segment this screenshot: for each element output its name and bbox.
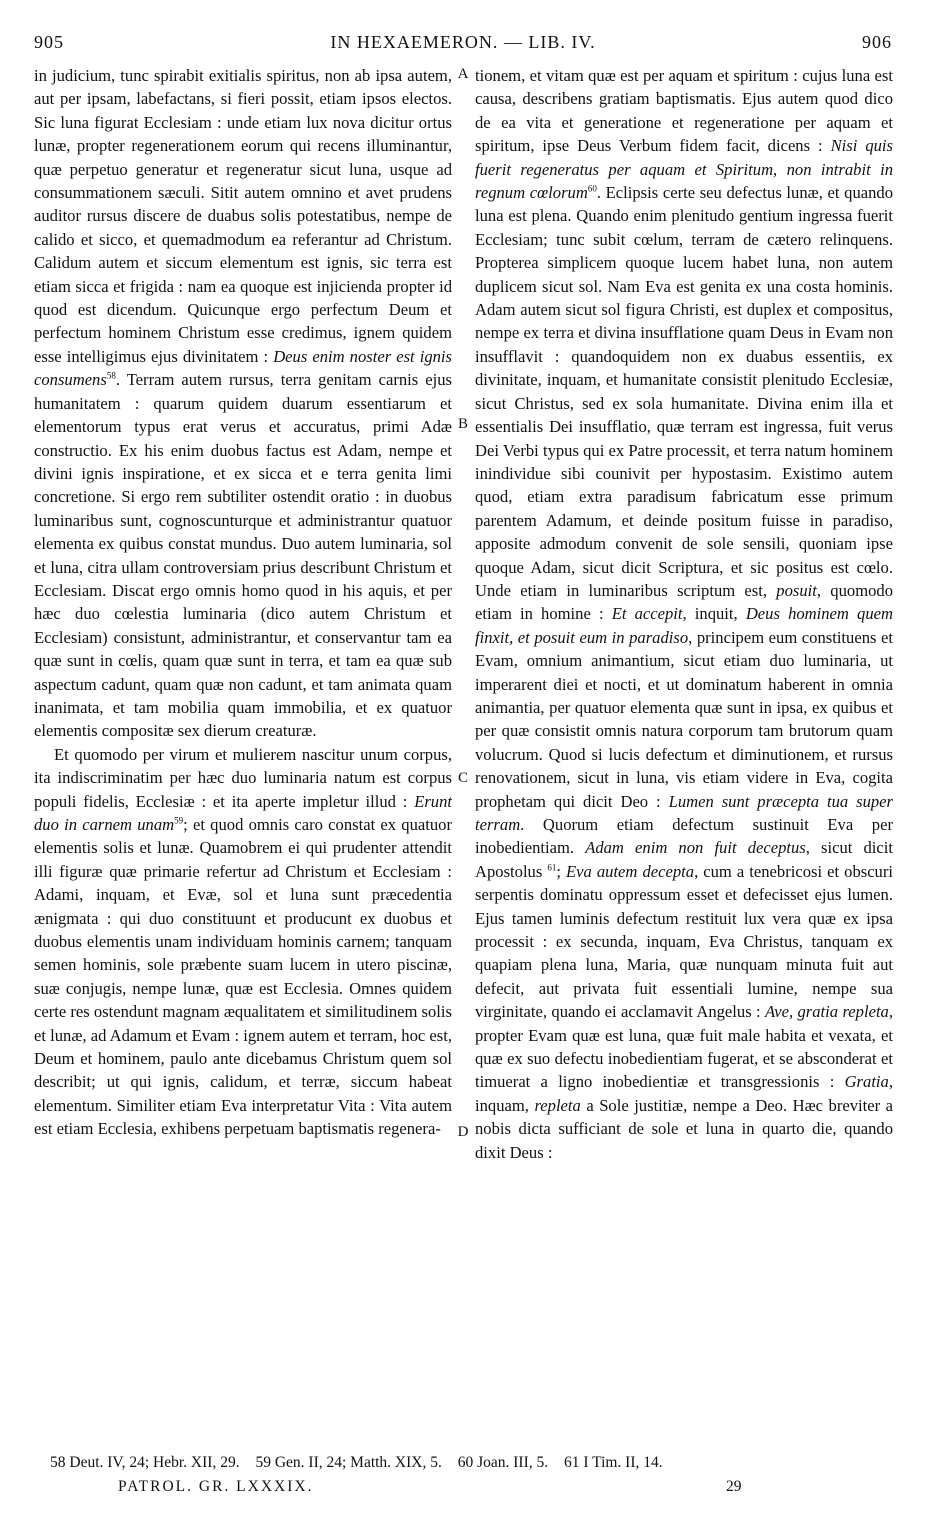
text-run: . Eclipsis certe seu defectus lunæ, et quando luna est plena. Quando enim plenitudo gentium ingressa fuerit Ecclesiam; tunc subit cœlum, terram de cætero relinquens. Propterea simplicem quoque lucem habet luna, non autem duplicem sicut sol. Nam Eva est genita ex una costa hominis. Adam autem sicut sol figura Christi, est duplex et compositus, nempe ex terra et divina insufflatione quam Deus in Evam non insufflavit : quandoquidem non ex duabus essentiis, ex divinitate, inquam, et humanitate consistit plenitudo Ecclesiæ, sicut Christus, sed ex sola humanitate. Divina enim illa et essentialis Dei insufflatio, quæ terram est ingressa, fuit verus Dei Verbi typus qui ex Patre processit, et terra natum hominem inindividue sibi counivit per hypostasim. Existimo autem quod, etiam extra paradisum fabricatum esse primum parentem Adamum, et deinde positum fuisse in paradiso, apposite admodum convenit de sole sensili, quoniam ipse quoque Adam, sicut dicit Scriptura, et sic positus est cœlo. Unde etiam in luminaribus scriptum est,	[475, 183, 893, 600]
footnote-ref: 58	[106, 370, 116, 381]
scripture-quote: Deus hominem quem finxit, et posuit eum in paradiso	[475, 604, 893, 647]
footnote-ref: 61	[547, 862, 557, 873]
series-title: PATROL. GR. LXXXIX.	[118, 1478, 314, 1495]
text-run: a Sole justitiæ, nempe a Deo. Hæc breviter a nobis dicta sufficiant de sole et luna in quarto die, quando dixit Deus :	[475, 1095, 893, 1162]
margin-letter-a: A	[457, 66, 469, 82]
text-run: , propter Evam quæ est luna, quæ fuit male habita et vexata, et quæ ex suo defectu inobedientiam fugerat, et se absconderat et timuerat a ligno inobedientiæ et transgressionis :	[475, 1002, 894, 1092]
scripture-quote: Lumen sunt præcepta tua super terram	[475, 791, 894, 834]
scripture-quote: Adam enim non fuit deceptus	[585, 838, 806, 858]
signature-mark: 29	[726, 1478, 742, 1495]
scripture-quote: Et accepit	[611, 604, 683, 624]
text-run: , cum a tenebricosi et obscuri serpentis dominatu oppressum esset et defecisset ejus lumen. Ejus tamen luminis defectum restituit lux vera quæ ex ipsa processit : ex secunda, inquam, Eva Christus, tanquam ex quapiam plena luna, Maria, quæ nunquam minuta fuit aut defecit, aut privata fuit essentiali lumine, nempe sua virginitate, quando ei acclamavit Angelus :	[475, 861, 893, 1022]
text-run: ; et quod omnis caro constat ex quatuor elementis solis et lunæ. Quamobrem ei qui prudenter attendit illi figuræ quæ primarie refertur ad Christum et Ecclesiam : Adami, inquam, et Evæ, sol et luna sunt præcedentia ænigmata : qui duo constituunt et producunt ex duobus et duobus elementis unam individuam hominis carnem; tanquam semen hominis, sole præbente suam lucem in utero piscinæ, suæ conjugis, nempe lunæ, quæ est Ecclesia. Omnes quidem certe res ostendunt magnam æqualitatem et similitudinem solis et lunæ, ad Adamum et Evam : ignem autem et terram, hoc est, Deum et hominem, paulo ante dicebamus Christum quem sol describit; ut qui ignis, calidum, et terræ, siccum habeat elementum. Similiter etiam Eva interpretatur Vita : Vita autem est etiam Ecclesia, exhibens perpetuam baptismatis regenera-	[34, 815, 452, 1139]
margin-letter-c: C	[457, 770, 468, 786]
paragraph	[475, 64, 893, 1164]
right-page-number: 906	[862, 32, 892, 52]
footnotes	[50, 1452, 892, 1474]
footnote: 61 I Tim. II, 14.	[564, 1454, 663, 1471]
scripture-quote: posuit	[776, 580, 817, 600]
scripture-quote: repleta	[534, 1095, 581, 1115]
text-run: , principem eum constituens et Evam, omnium animantium, sicut etiam duo luminaria, ut imperarent diei et nocti, et ut dominatum haberent in omnia animantia, per quatuor elementa quæ sunt in ipsa, ex quibus et per quæ consistit omnis natura corporum tam brutorum quam volucrum. Quod si lucis defectum et diminutionem, et rursus renovationem, sicut in luna, vis etiam videre in Eva, cogita prophetam qui dicit Deo :	[475, 627, 893, 811]
footnote: 58 Deut. IV, 24; Hebr. XII, 29.	[50, 1454, 240, 1471]
margin-letter-d: D	[457, 1124, 469, 1140]
footnote: 60 Joan. III, 5.	[457, 1454, 549, 1471]
text-run: in judicium, tunc spirabit exitialis spiritus, non ab ipsa autem, aut per ipsam, labefactans, si fieri possit, etiam ipsos electos. Sic luna figurat Ecclesiam : unde etiam lux nova dicitur ortus lunæ, propter regenerationem eorum qui recens illuminantur, quæ perpetuo generatur et regeneratur sicut luna, usque ad consummationem sæculi. Sitit autem omnino et avet prudens auditor rursus discere de duabus solis potestatibus, nempe de calido et sicco, et quemadmodum ea referantur ad Christum. Calidum autem et siccum elementum est ignis, sic terra est etiam sicca et frigida : nam ea quoque est injicienda propter id quod est dicendum. Quicunque ergo perfectum Deum et perfectum hominem Christum esse credimus, ignem quidem esse intelligimus ejus divinitatem :	[34, 66, 452, 366]
running-title: IN HEXAEMERON. — LIB. IV.	[330, 32, 596, 52]
text-run: ;	[556, 861, 567, 881]
left-page-number: 905	[34, 32, 64, 52]
text-run: , quomodo etiam in homine :	[475, 580, 893, 624]
scripture-quote: Ave, gratia repleta	[765, 1002, 889, 1022]
text-run: tionem, et vitam quæ est per aquam et spiritum : cujus luna est causa, describens gratiam baptismatis. Ejus autem quod dico de ea vita et generatione et regeneratione per aquam et spiritum, ipse Deus Verbum fidem facit, dicens :	[475, 66, 893, 156]
paragraph	[34, 743, 452, 1141]
text-run: . Terram autem rursus, terra genitam carnis ejus humanitatem : quarum quidem duarum essentiarum et elementorum typus erat verus et accuratus, primi Adæ constructio. Ex his enim duobus factus est Adam, nempe et divini ignis inspiratione, et ex sicca et e terra genita limi concretione. Si ergo rem subtiliter ostendit oratio : in duobus luminaribus sunt, cognoscunturque et administrantur quatuor elementa ex quibus constat mundus. Duo autem luminaria, sol et luna, citra ullam controversiam prius describunt Christum et Ecclesiam. Discat ergo omnis homo quod in his aquis, et per hæc duo cœlestia luminaria (dico autem Christum et Ecclesiam) consistunt, administrantur, et conservantur tam ea quæ sunt in cœlis, quam quæ sunt in terra, et tam ea quæ sub aspectum cadunt, quam quæ non cadunt, et tam animata quam inanimata, et tam mobilia quam immobilia, et ex quatuor elementis compositæ sex dierum creaturæ.	[34, 370, 452, 741]
text-run: , inquam,	[475, 1072, 893, 1115]
running-head	[34, 32, 892, 58]
scripture-quote: Erunt duo in carnem unam	[34, 791, 452, 834]
left-column	[34, 64, 452, 1141]
scripture-quote: Gratia	[844, 1072, 889, 1092]
footnote-ref: 59	[174, 815, 184, 826]
paragraph	[34, 64, 452, 743]
right-column	[475, 64, 893, 1164]
footnote-ref: 60	[587, 183, 597, 194]
text-run: , sicut dicit Apostolus	[475, 838, 893, 881]
scripture-quote: Nisi quis fuerit regeneratus per aquam et Spiritum, non intrabit in regnum cœlorum	[475, 136, 893, 203]
page-footer	[118, 1478, 892, 1502]
text-run: , inquit,	[682, 604, 746, 624]
margin-letter-b: B	[457, 416, 468, 432]
text-run: Et quomodo per virum et mulierem nascitur unum corpus, ita indiscriminatim per hæc duo luminaria natum est corpus populi fidelis, Ecclesiæ : et ita aperte impletur illud :	[34, 744, 452, 811]
text-run: . Quorum etiam defectum sustinuit Eva per inobedientiam.	[475, 815, 893, 858]
footnote: 59 Gen. II, 24; Matth. XIX, 5.	[255, 1454, 442, 1471]
scripture-quote: Deus enim noster est ignis consumens	[34, 346, 452, 390]
scripture-quote: Eva autem decepta	[566, 861, 695, 881]
